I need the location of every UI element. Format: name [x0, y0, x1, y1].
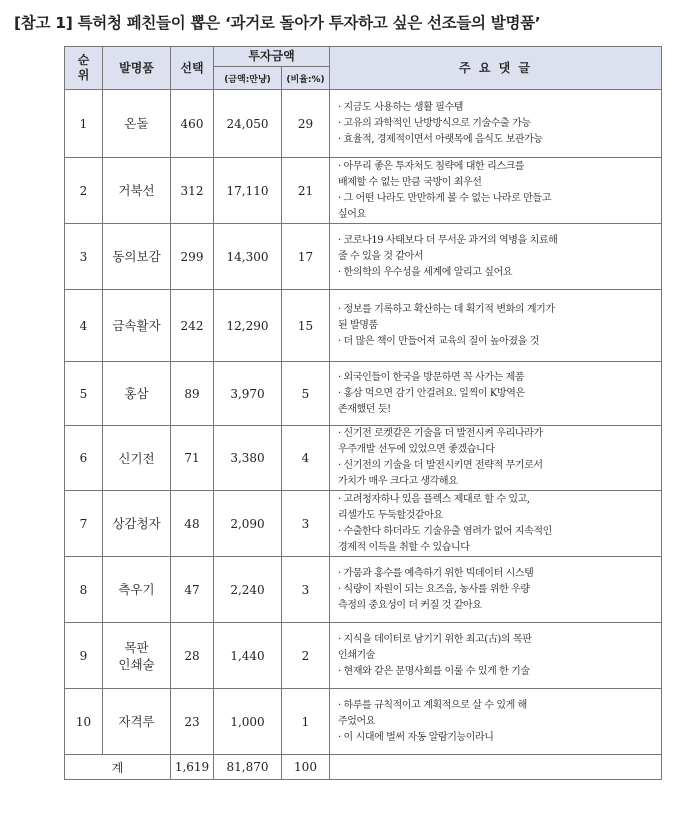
ratio-cell: 5	[282, 362, 330, 426]
invention-name-cell: 측우기	[103, 557, 171, 623]
comment-line: 인쇄기술	[338, 649, 376, 661]
header-investment: 투자금액	[214, 47, 330, 67]
comment-line: · 아무리 좋은 투자처도 침략에 대한 리스크를	[338, 160, 525, 172]
rank-cell: 5	[65, 362, 103, 426]
table-row	[65, 158, 662, 224]
comment-line: · 가뭄과 홍수를 예측하기 위한 빅데이터 시스템	[338, 567, 534, 579]
table-row	[65, 290, 662, 362]
votes-cell: 28	[171, 623, 214, 689]
rank-cell: 10	[65, 689, 103, 755]
votes-cell: 47	[171, 557, 214, 623]
comment-line: · 현재와 같은 문명사회를 이룰 수 있게 한 기술	[338, 665, 530, 677]
votes-cell: 312	[171, 158, 214, 224]
total-amount: 81,870	[214, 755, 282, 780]
comment-line: · 한의학의 우수성을 세계에 알리고 싶어요	[338, 266, 513, 278]
comment-line: 주었어요	[338, 715, 376, 727]
ratio-cell: 2	[282, 623, 330, 689]
invention-ranking-table	[64, 46, 662, 780]
comment-line: 우주개발 선두에 있었으면 좋겠습니다	[338, 444, 495, 455]
invention-name-cell: 신기전	[103, 426, 171, 491]
table-row	[65, 557, 662, 623]
rank-cell: 2	[65, 158, 103, 224]
table-row	[65, 90, 662, 158]
comment-line: 경제적 이득을 취할 수 있습니다	[338, 541, 470, 553]
comment-line: · 신기전의 기술을 더 발전시키면 전략적 무기로서	[338, 460, 543, 471]
amount-cell: 17,110	[214, 158, 282, 224]
comment-line: · 코로나19 사태보다 더 무서운 과거의 역병을 치료해	[338, 234, 558, 246]
total-label: 계	[65, 755, 171, 780]
amount-cell: 12,290	[214, 290, 282, 362]
comment-line: 가치가 매우 크다고 생각해요	[338, 476, 458, 487]
document-title: [참고 1] 특허청 페친들이 뽑은 ‘과거로 돌아가 투자하고 싶은 선조들의 발명품’	[14, 14, 541, 32]
invention-name-cell: 동의보감	[103, 224, 171, 290]
comments-cell	[330, 623, 662, 689]
comment-line: · 지금도 사용하는 생활 필수템	[338, 101, 464, 113]
comment-line: · 식량이 자원이 되는 요즈음, 농사를 위한 우량	[338, 583, 530, 595]
header-comments: 주 요 댓 글	[330, 47, 662, 90]
votes-cell: 89	[171, 362, 214, 426]
comments-cell	[330, 491, 662, 557]
amount-cell: 3,380	[214, 426, 282, 491]
comment-line: · 홍삼 먹으면 감기 안걸려요. 일찍이 K방역은	[338, 387, 525, 399]
comment-line: · 효율적, 경제적이면서 아랫목에 음식도 보관가능	[338, 133, 543, 145]
invention-name-cell: 목판 인쇄술	[103, 623, 171, 689]
table-row	[65, 426, 662, 491]
votes-cell: 48	[171, 491, 214, 557]
comment-line: · 이 시대에 벌써 자동 알람기능이라니	[338, 731, 494, 743]
total-votes: 1,619	[171, 755, 214, 780]
comment-line: · 수출한다 하더라도 기술유출 염려가 없어 지속적인	[338, 525, 552, 537]
comment-line: · 고려청자하나 있음 플렉스 제대로 할 수 있고,	[338, 493, 530, 505]
comment-line: · 하루를 규칙적이고 계획적으로 살 수 있게 해	[338, 699, 527, 711]
comment-line: · 더 많은 책이 만들어져 교육의 질이 높아졌을 것	[338, 335, 539, 347]
comment-line: 줄 수 있을 것 같아서	[338, 250, 424, 262]
total-row	[65, 755, 662, 780]
comments-cell	[330, 426, 662, 491]
total-ratio: 100	[282, 755, 330, 780]
comments-cell	[330, 362, 662, 426]
table-row	[65, 689, 662, 755]
votes-cell: 242	[171, 290, 214, 362]
comment-line: · 신기전 로켓같은 기술을 더 발전시켜 우리나라가	[338, 428, 543, 439]
invention-name-cell: 금속활자	[103, 290, 171, 362]
comment-line: · 정보를 기록하고 확산하는 데 획기적 변화의 계기가	[338, 303, 555, 315]
rank-cell: 6	[65, 426, 103, 491]
table-row	[65, 623, 662, 689]
invention-name-cell: 자격루	[103, 689, 171, 755]
rank-cell: 8	[65, 557, 103, 623]
table-row	[65, 491, 662, 557]
comment-line: 측정의 중요성이 더 커질 것 같아요	[338, 599, 482, 611]
rank-cell: 3	[65, 224, 103, 290]
ratio-cell: 4	[282, 426, 330, 491]
comments-cell	[330, 90, 662, 158]
comments-cell	[330, 224, 662, 290]
amount-cell: 24,050	[214, 90, 282, 158]
comments-cell	[330, 290, 662, 362]
header-invention: 발명품	[103, 47, 171, 90]
ratio-cell: 3	[282, 491, 330, 557]
amount-cell: 1,440	[214, 623, 282, 689]
table-row	[65, 224, 662, 290]
amount-cell: 2,090	[214, 491, 282, 557]
votes-cell: 299	[171, 224, 214, 290]
table-row	[65, 362, 662, 426]
header-ratio: (비율:%)	[282, 67, 330, 90]
amount-cell: 14,300	[214, 224, 282, 290]
ratio-cell: 29	[282, 90, 330, 158]
invention-name-cell: 홍삼	[103, 362, 171, 426]
amount-cell: 2,240	[214, 557, 282, 623]
comment-line: 된 발명품	[338, 319, 378, 331]
header-amount: (금액:만냥)	[214, 67, 282, 90]
rank-cell: 4	[65, 290, 103, 362]
ratio-cell: 1	[282, 689, 330, 755]
votes-cell: 460	[171, 90, 214, 158]
comment-line: · 지식을 데이터로 남기기 위한 최고(古)의 목판	[338, 633, 532, 645]
ratio-cell: 3	[282, 557, 330, 623]
rank-cell: 9	[65, 623, 103, 689]
header-rank: 순 위	[65, 47, 103, 90]
comment-line: · 그 어떤 나라도 만만하게 볼 수 없는 나라로 만들고	[338, 192, 551, 204]
votes-cell: 71	[171, 426, 214, 491]
header-votes: 선택	[171, 47, 214, 90]
rank-cell: 7	[65, 491, 103, 557]
comment-line: · 고유의 과학적인 난방방식으로 기술수출 가능	[338, 117, 531, 129]
comment-line: · 외국인들이 한국을 방문하면 꼭 사가는 제품	[338, 371, 525, 383]
comment-line: 존재했던 듯!	[338, 403, 391, 415]
amount-cell: 1,000	[214, 689, 282, 755]
rank-cell: 1	[65, 90, 103, 158]
votes-cell: 23	[171, 689, 214, 755]
invention-name-cell: 온돌	[103, 90, 171, 158]
total-comments	[330, 755, 662, 780]
ratio-cell: 17	[282, 224, 330, 290]
comment-line: 배제할 수 없는 만큼 국방이 최우선	[338, 176, 482, 188]
comment-line: 리셀가도 두둑할것같아요	[338, 509, 443, 521]
comments-cell	[330, 557, 662, 623]
comments-cell	[330, 158, 662, 224]
ratio-cell: 21	[282, 158, 330, 224]
invention-name-cell: 상감청자	[103, 491, 171, 557]
invention-name-cell: 거북선	[103, 158, 171, 224]
comments-cell	[330, 689, 662, 755]
ratio-cell: 15	[282, 290, 330, 362]
amount-cell: 3,970	[214, 362, 282, 426]
comment-line: 싶어요	[338, 208, 366, 220]
